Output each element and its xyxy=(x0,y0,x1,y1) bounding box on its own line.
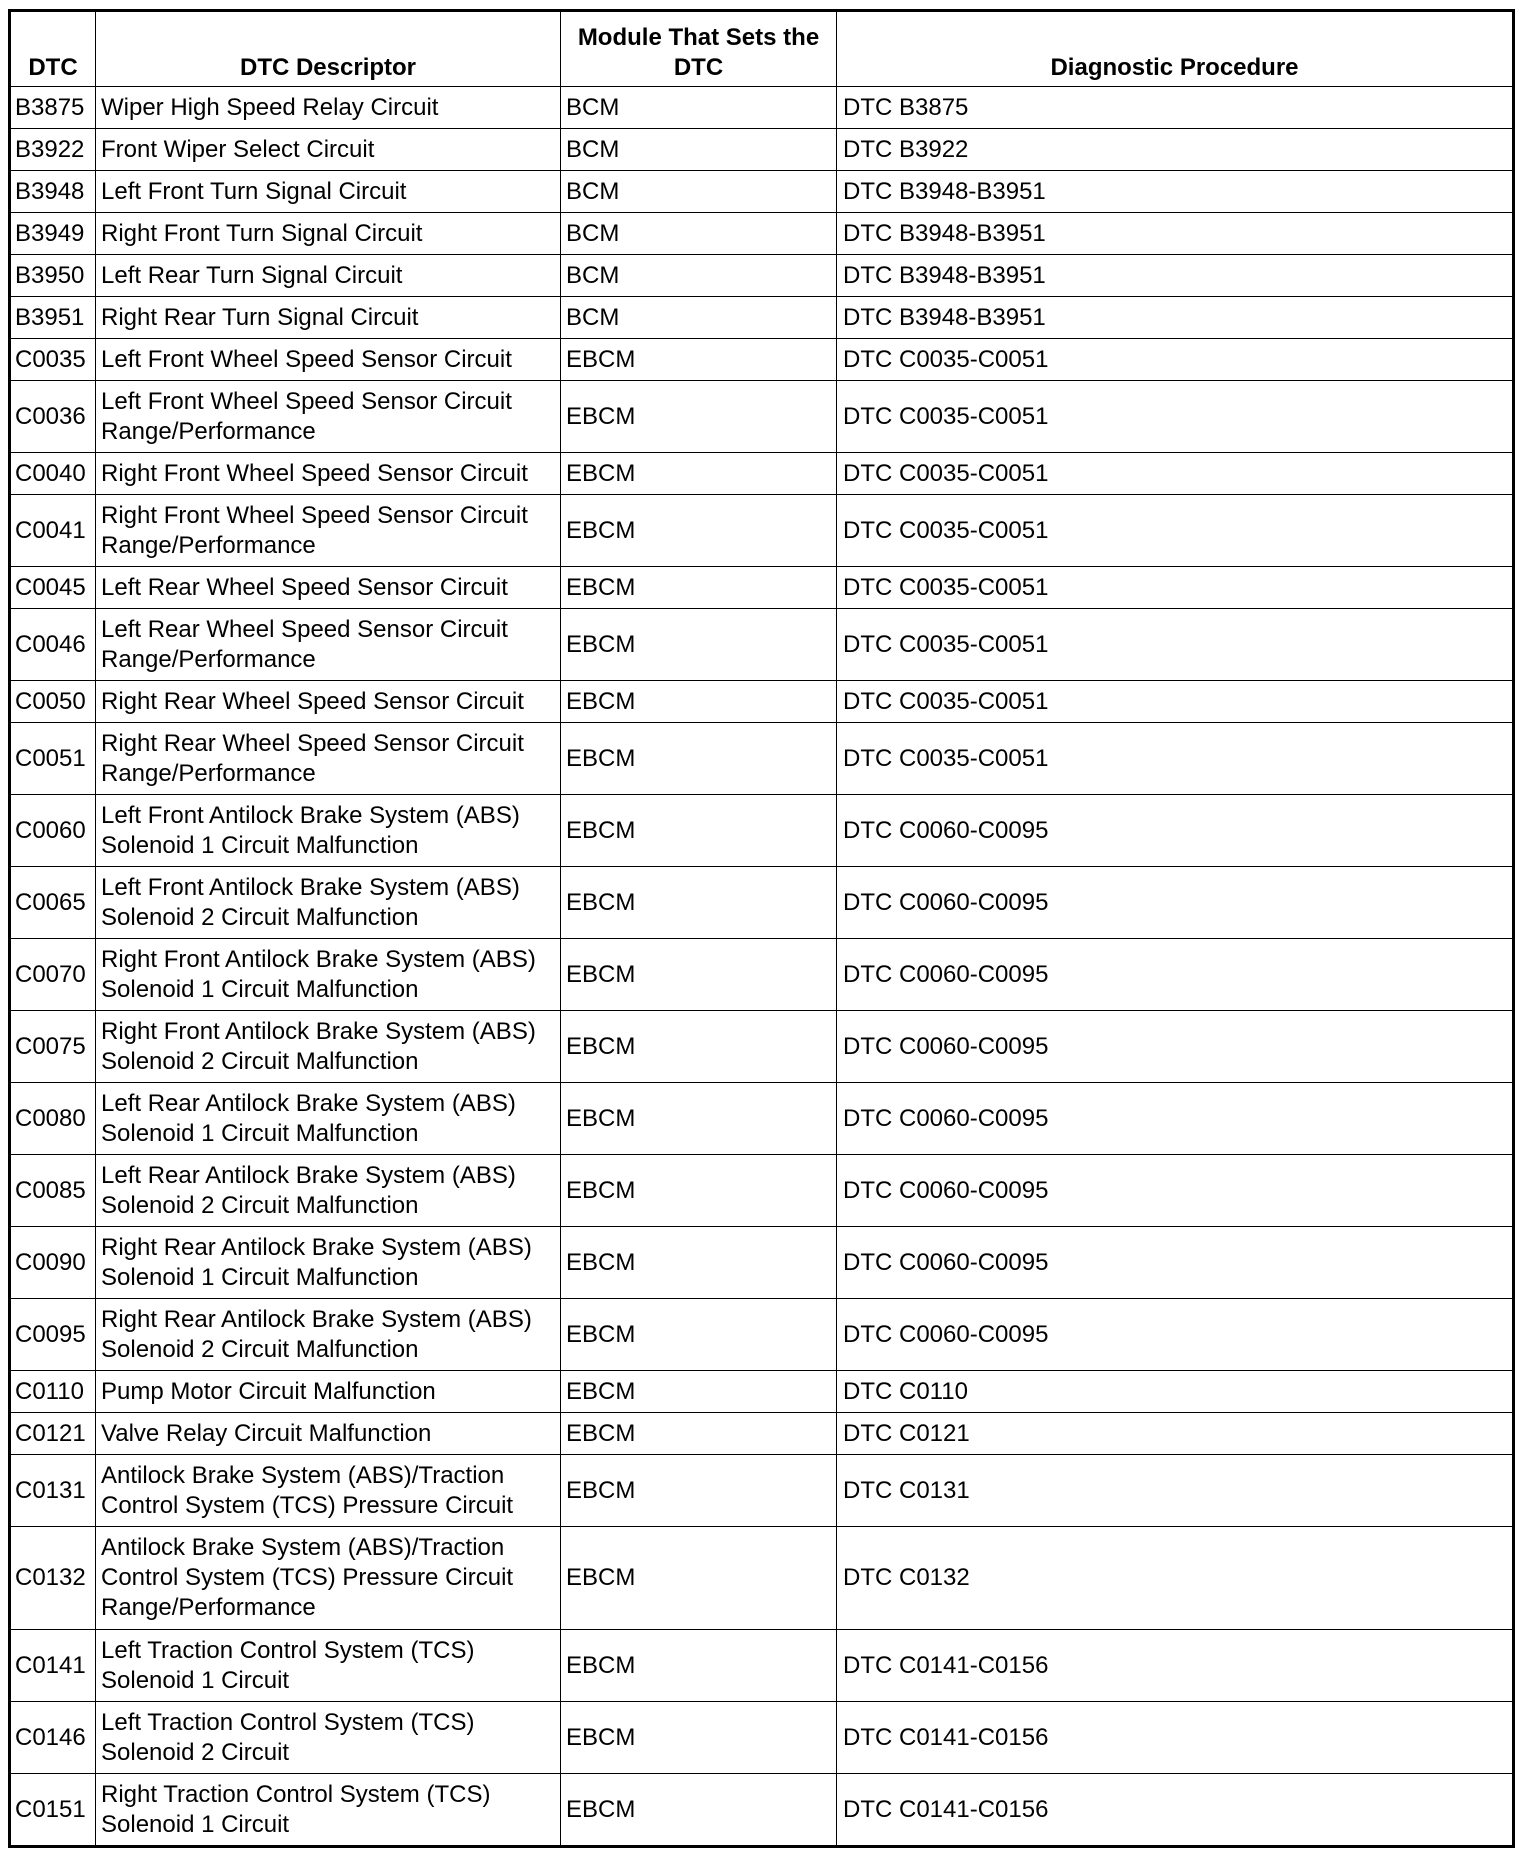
diagnostic-procedure-cell: DTC C0141-C0156 xyxy=(837,1702,1514,1774)
dtc-descriptor-cell: Left Rear Turn Signal Circuit xyxy=(96,255,561,297)
module-cell: EBCM xyxy=(561,1083,837,1155)
diagnostic-procedure-cell: DTC C0060-C0095 xyxy=(837,1155,1514,1227)
module-cell: EBCM xyxy=(561,681,837,723)
module-cell: EBCM xyxy=(561,1227,837,1299)
dtc-descriptor-cell: Right Front Antilock Brake System (ABS) Solenoid 1 Circuit Malfunction xyxy=(96,939,561,1011)
module-cell: EBCM xyxy=(561,609,837,681)
diagnostic-procedure-cell: DTC C0035-C0051 xyxy=(837,723,1514,795)
dtc-code-cell: B3951 xyxy=(10,297,96,339)
module-cell: EBCM xyxy=(561,453,837,495)
table-row xyxy=(10,213,1514,255)
dtc-code-cell: B3922 xyxy=(10,129,96,171)
diagnostic-procedure-cell: DTC C0035-C0051 xyxy=(837,681,1514,723)
module-cell: EBCM xyxy=(561,1371,837,1413)
module-cell: EBCM xyxy=(561,1702,837,1774)
dtc-code-cell: C0036 xyxy=(10,381,96,453)
dtc-descriptor-cell: Right Rear Wheel Speed Sensor Circuit Range/Performance xyxy=(96,723,561,795)
module-cell: BCM xyxy=(561,129,837,171)
diagnostic-procedure-cell: DTC C0132 xyxy=(837,1527,1514,1630)
table-row xyxy=(10,1299,1514,1371)
module-cell: EBCM xyxy=(561,339,837,381)
dtc-code-cell: C0046 xyxy=(10,609,96,681)
dtc-code-cell: C0060 xyxy=(10,795,96,867)
dtc-descriptor-cell: Left Front Wheel Speed Sensor Circuit Range/Performance xyxy=(96,381,561,453)
module-cell: BCM xyxy=(561,213,837,255)
dtc-descriptor-cell: Left Traction Control System (TCS) Solenoid 1 Circuit xyxy=(96,1630,561,1702)
diagnostic-procedure-cell: DTC C0060-C0095 xyxy=(837,1227,1514,1299)
diagnostic-procedure-cell: DTC B3875 xyxy=(837,87,1514,129)
table-row xyxy=(10,255,1514,297)
dtc-code-cell: C0095 xyxy=(10,1299,96,1371)
dtc-table-container xyxy=(8,9,1512,1848)
dtc-descriptor-cell: Right Front Wheel Speed Sensor Circuit xyxy=(96,453,561,495)
header-row xyxy=(10,11,1514,87)
dtc-descriptor-cell: Left Rear Antilock Brake System (ABS) Solenoid 2 Circuit Malfunction xyxy=(96,1155,561,1227)
table-row xyxy=(10,129,1514,171)
table-row xyxy=(10,1702,1514,1774)
dtc-code-cell: C0065 xyxy=(10,867,96,939)
table-row xyxy=(10,339,1514,381)
table-row xyxy=(10,867,1514,939)
dtc-descriptor-cell: Valve Relay Circuit Malfunction xyxy=(96,1413,561,1455)
diagnostic-procedure-cell: DTC C0121 xyxy=(837,1413,1514,1455)
diagnostic-procedure-cell: DTC C0035-C0051 xyxy=(837,495,1514,567)
module-cell: EBCM xyxy=(561,867,837,939)
module-cell: EBCM xyxy=(561,1299,837,1371)
dtc-code-cell: C0141 xyxy=(10,1630,96,1702)
dtc-code-cell: C0040 xyxy=(10,453,96,495)
module-cell: EBCM xyxy=(561,795,837,867)
dtc-code-cell: C0085 xyxy=(10,1155,96,1227)
table-row xyxy=(10,1011,1514,1083)
dtc-code-cell: C0051 xyxy=(10,723,96,795)
table-row xyxy=(10,381,1514,453)
table-row xyxy=(10,723,1514,795)
module-cell: EBCM xyxy=(561,1011,837,1083)
dtc-descriptor-cell: Right Rear Wheel Speed Sensor Circuit xyxy=(96,681,561,723)
table-row xyxy=(10,1227,1514,1299)
dtc-descriptor-cell: Left Rear Wheel Speed Sensor Circuit Range/Performance xyxy=(96,609,561,681)
dtc-descriptor-cell: Right Traction Control System (TCS) Solenoid 1 Circuit xyxy=(96,1774,561,1847)
dtc-descriptor-cell: Right Rear Turn Signal Circuit xyxy=(96,297,561,339)
dtc-descriptor-cell: Right Rear Antilock Brake System (ABS) Solenoid 1 Circuit Malfunction xyxy=(96,1227,561,1299)
diagnostic-procedure-cell: DTC C0035-C0051 xyxy=(837,381,1514,453)
diagnostic-procedure-cell: DTC C0035-C0051 xyxy=(837,609,1514,681)
diagnostic-procedure-cell: DTC C0141-C0156 xyxy=(837,1774,1514,1847)
module-cell: BCM xyxy=(561,171,837,213)
dtc-descriptor-cell: Left Front Turn Signal Circuit xyxy=(96,171,561,213)
table-row xyxy=(10,1774,1514,1847)
dtc-descriptor-cell: Left Rear Wheel Speed Sensor Circuit xyxy=(96,567,561,609)
dtc-code-cell: C0131 xyxy=(10,1455,96,1527)
module-cell: BCM xyxy=(561,297,837,339)
diagnostic-procedure-cell: DTC B3948-B3951 xyxy=(837,255,1514,297)
module-cell: EBCM xyxy=(561,1630,837,1702)
dtc-descriptor-cell: Right Front Wheel Speed Sensor Circuit Range/Performance xyxy=(96,495,561,567)
diagnostic-procedure-cell: DTC C0060-C0095 xyxy=(837,1299,1514,1371)
table-row xyxy=(10,87,1514,129)
dtc-code-cell: C0041 xyxy=(10,495,96,567)
table-row xyxy=(10,1455,1514,1527)
dtc-table-body xyxy=(10,87,1514,1847)
table-row xyxy=(10,609,1514,681)
dtc-descriptor-cell: Left Front Antilock Brake System (ABS) Solenoid 1 Circuit Malfunction xyxy=(96,795,561,867)
module-cell: EBCM xyxy=(561,1527,837,1630)
table-row xyxy=(10,681,1514,723)
header-module: Module That Sets the DTC xyxy=(561,11,837,87)
dtc-descriptor-cell: Right Front Turn Signal Circuit xyxy=(96,213,561,255)
module-cell: EBCM xyxy=(561,495,837,567)
dtc-descriptor-cell: Front Wiper Select Circuit xyxy=(96,129,561,171)
table-row xyxy=(10,1371,1514,1413)
diagnostic-procedure-cell: DTC C0141-C0156 xyxy=(837,1630,1514,1702)
header-dtc: DTC xyxy=(10,11,96,87)
dtc-code-cell: B3950 xyxy=(10,255,96,297)
dtc-code-cell: C0151 xyxy=(10,1774,96,1847)
dtc-descriptor-cell: Wiper High Speed Relay Circuit xyxy=(96,87,561,129)
diagnostic-procedure-cell: DTC C0060-C0095 xyxy=(837,867,1514,939)
dtc-code-cell: C0146 xyxy=(10,1702,96,1774)
module-cell: EBCM xyxy=(561,1455,837,1527)
table-row xyxy=(10,1413,1514,1455)
dtc-descriptor-cell: Left Traction Control System (TCS) Solenoid 2 Circuit xyxy=(96,1702,561,1774)
dtc-code-cell: C0070 xyxy=(10,939,96,1011)
diagnostic-procedure-cell: DTC B3922 xyxy=(837,129,1514,171)
diagnostic-procedure-cell: DTC C0060-C0095 xyxy=(837,939,1514,1011)
dtc-descriptor-cell: Left Front Wheel Speed Sensor Circuit xyxy=(96,339,561,381)
dtc-code-cell: C0121 xyxy=(10,1413,96,1455)
dtc-descriptor-cell: Left Rear Antilock Brake System (ABS) Solenoid 1 Circuit Malfunction xyxy=(96,1083,561,1155)
diagnostic-procedure-cell: DTC C0060-C0095 xyxy=(837,795,1514,867)
table-row xyxy=(10,453,1514,495)
module-cell: EBCM xyxy=(561,939,837,1011)
dtc-code-cell: C0090 xyxy=(10,1227,96,1299)
dtc-code-cell: C0035 xyxy=(10,339,96,381)
dtc-code-cell: C0132 xyxy=(10,1527,96,1630)
table-row xyxy=(10,795,1514,867)
table-row xyxy=(10,1083,1514,1155)
dtc-table xyxy=(8,9,1515,1848)
diagnostic-procedure-cell: DTC B3948-B3951 xyxy=(837,171,1514,213)
table-row xyxy=(10,1527,1514,1630)
diagnostic-procedure-cell: DTC C0110 xyxy=(837,1371,1514,1413)
dtc-code-cell: C0075 xyxy=(10,1011,96,1083)
module-cell: EBCM xyxy=(561,1155,837,1227)
diagnostic-procedure-cell: DTC B3948-B3951 xyxy=(837,297,1514,339)
dtc-code-cell: B3875 xyxy=(10,87,96,129)
dtc-code-cell: B3949 xyxy=(10,213,96,255)
dtc-code-cell: C0045 xyxy=(10,567,96,609)
table-row xyxy=(10,297,1514,339)
module-cell: EBCM xyxy=(561,381,837,453)
module-cell: EBCM xyxy=(561,567,837,609)
diagnostic-procedure-cell: DTC B3948-B3951 xyxy=(837,213,1514,255)
table-row xyxy=(10,171,1514,213)
module-cell: EBCM xyxy=(561,723,837,795)
module-cell: EBCM xyxy=(561,1413,837,1455)
table-row xyxy=(10,1155,1514,1227)
dtc-descriptor-cell: Right Rear Antilock Brake System (ABS) Solenoid 2 Circuit Malfunction xyxy=(96,1299,561,1371)
header-procedure: Diagnostic Procedure xyxy=(837,11,1514,87)
dtc-code-cell: B3948 xyxy=(10,171,96,213)
diagnostic-procedure-cell: DTC C0131 xyxy=(837,1455,1514,1527)
dtc-descriptor-cell: Pump Motor Circuit Malfunction xyxy=(96,1371,561,1413)
dtc-descriptor-cell: Left Front Antilock Brake System (ABS) Solenoid 2 Circuit Malfunction xyxy=(96,867,561,939)
dtc-descriptor-cell: Antilock Brake System (ABS)/Traction Control System (TCS) Pressure Circuit xyxy=(96,1455,561,1527)
table-row xyxy=(10,495,1514,567)
header-descriptor: DTC Descriptor xyxy=(96,11,561,87)
diagnostic-procedure-cell: DTC C0035-C0051 xyxy=(837,567,1514,609)
diagnostic-procedure-cell: DTC C0035-C0051 xyxy=(837,453,1514,495)
diagnostic-procedure-cell: DTC C0035-C0051 xyxy=(837,339,1514,381)
module-cell: EBCM xyxy=(561,1774,837,1847)
module-cell: BCM xyxy=(561,87,837,129)
diagnostic-procedure-cell: DTC C0060-C0095 xyxy=(837,1011,1514,1083)
table-row xyxy=(10,1630,1514,1702)
dtc-descriptor-cell: Right Front Antilock Brake System (ABS) Solenoid 2 Circuit Malfunction xyxy=(96,1011,561,1083)
dtc-code-cell: C0110 xyxy=(10,1371,96,1413)
module-cell: BCM xyxy=(561,255,837,297)
table-row xyxy=(10,567,1514,609)
dtc-code-cell: C0050 xyxy=(10,681,96,723)
dtc-code-cell: C0080 xyxy=(10,1083,96,1155)
dtc-descriptor-cell: Antilock Brake System (ABS)/Traction Control System (TCS) Pressure Circuit Range/Performance xyxy=(96,1527,561,1630)
diagnostic-procedure-cell: DTC C0060-C0095 xyxy=(837,1083,1514,1155)
table-row xyxy=(10,939,1514,1011)
